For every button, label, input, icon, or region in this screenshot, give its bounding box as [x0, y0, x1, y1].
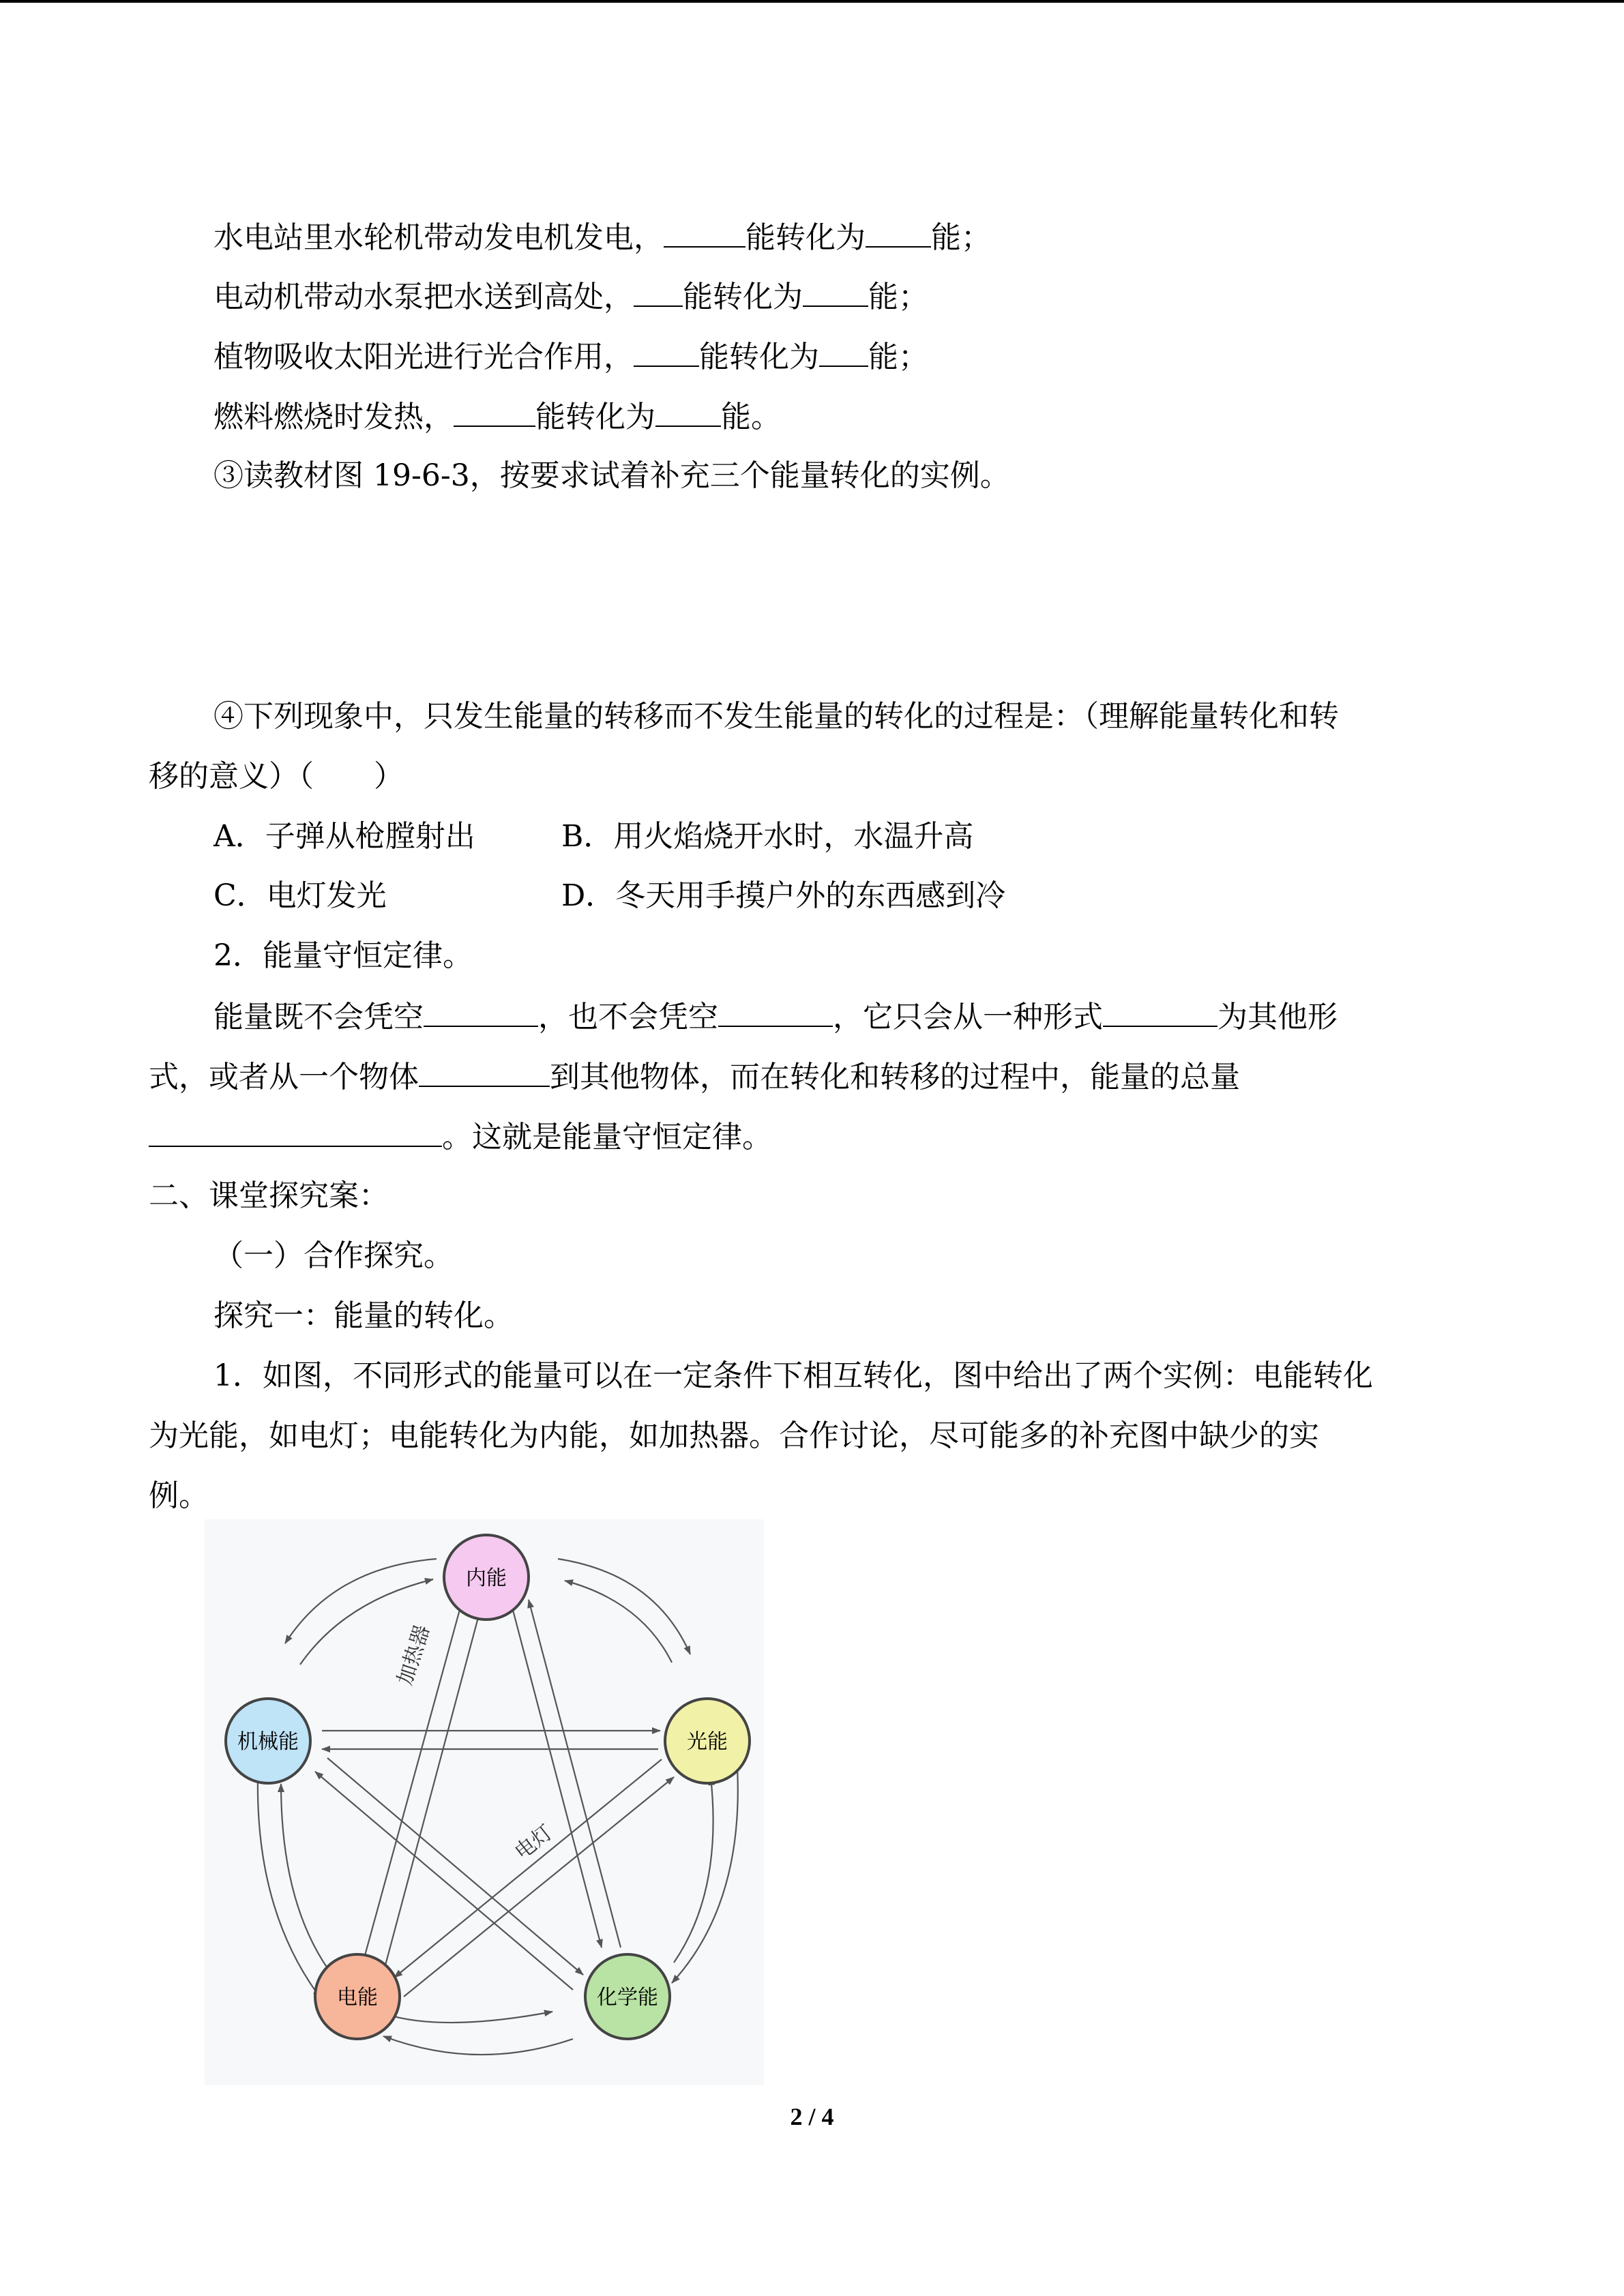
section2-sub: （一）合作探究。 [213, 1238, 454, 1273]
answer-blank[interactable] [866, 216, 931, 248]
question-1-line1: 1．如图，不同形式的能量可以在一定条件下相互转化，图中给出了两个实例：电能转化 [213, 1358, 1373, 1393]
answer-blank[interactable] [664, 216, 745, 248]
svg-text:化学能: 化学能 [597, 1986, 658, 2010]
option-d[interactable]: D．冬天用手摸户外的东西感到冷 [561, 878, 1006, 913]
fill-line-text: 能。 [721, 400, 781, 434]
answer-blank[interactable] [149, 1116, 442, 1147]
edge-label-lamp: 电灯 [510, 1820, 558, 1865]
answer-blank[interactable] [634, 275, 683, 307]
fill-line-text: 电动机带动水泵把水送到高处， [213, 280, 634, 314]
law-text: 为其他形 [1217, 1000, 1338, 1034]
fill-line-text: 能； [868, 280, 928, 314]
item-4-line1: ④下列现象中，只发生能量的转移而不发生能量的转化的过程是：（理解能量转化和转 [213, 699, 1339, 734]
svg-text:机械能: 机械能 [237, 1730, 299, 1754]
option-b[interactable]: B．用火焰烧开水时，水温升高 [561, 819, 974, 854]
law-text: ，也不会凭空 [538, 1000, 718, 1034]
node-mechanical-energy [226, 1699, 310, 1783]
fill-line-fuel [213, 396, 781, 438]
option-c[interactable]: C．电灯发光 [213, 878, 387, 913]
answer-blank[interactable] [718, 996, 833, 1027]
fill-line-text: 能转化为 [683, 280, 803, 314]
node-light-energy [665, 1699, 750, 1783]
node-chemical-energy [585, 1954, 670, 2039]
fill-line-text: 能转化为 [699, 340, 819, 374]
fill-line-pump [213, 275, 928, 318]
law-line3 [149, 1116, 772, 1158]
answer-blank[interactable] [454, 396, 535, 427]
item-4-line2: 移的意义）（ ） [149, 759, 404, 794]
option-a[interactable]: A．子弹从枪膛射出 [213, 819, 475, 854]
law-text: ，它只会从一种形式 [833, 1000, 1103, 1034]
answer-blank[interactable] [803, 275, 868, 307]
fill-line-hydro [213, 216, 991, 258]
fill-line-text: 能转化为 [745, 220, 866, 255]
edge-label-heater: 加热器 [393, 1622, 435, 1688]
answer-blank[interactable] [1103, 996, 1217, 1027]
answer-blank[interactable] [419, 1056, 550, 1087]
section2-heading: 二、课堂探究案： [149, 1178, 389, 1213]
fill-line-text: 燃料燃烧时发热， [213, 400, 454, 434]
fill-line-text: 植物吸收太阳光进行光合作用， [213, 340, 634, 374]
law-text: 能量既不会凭空 [213, 1000, 424, 1034]
fill-line-text: 能转化为 [535, 400, 655, 434]
fill-line-text: 水电站里水轮机带动发电机发电， [213, 220, 664, 255]
energy-conversion-diagram [205, 1519, 764, 2085]
svg-text:内能: 内能 [466, 1566, 507, 1590]
law-text: 到其他物体，而在转化和转移的过程中，能量的总量 [550, 1060, 1240, 1094]
node-electric-energy [315, 1954, 400, 2039]
fill-line-text: 能； [931, 220, 991, 255]
question-1-line3: 例。 [149, 1478, 209, 1513]
node-internal-energy [444, 1535, 529, 1620]
law-heading: 2．能量守恒定律。 [213, 938, 473, 973]
fill-line-text: 能； [868, 340, 928, 374]
answer-blank[interactable] [819, 336, 868, 367]
answer-blank[interactable] [655, 396, 721, 427]
svg-text:光能: 光能 [687, 1730, 728, 1754]
explore-1-heading: 探究一：能量的转化。 [213, 1298, 514, 1333]
fill-line-plant [213, 336, 928, 378]
answer-blank[interactable] [424, 996, 538, 1027]
question-1-line2: 为光能，如电灯；电能转化为内能，如加热器。合作讨论，尽可能多的补充图中缺少的实 [149, 1418, 1319, 1453]
svg-text:电能: 电能 [337, 1986, 378, 2010]
law-line2 [149, 1056, 1240, 1098]
law-text: 式，或者从一个物体 [149, 1060, 419, 1094]
item-3: ③读教材图 19-6-3，按要求试着补充三个能量转化的实例。 [213, 458, 1010, 493]
answer-blank[interactable] [634, 336, 699, 367]
law-text: 。这就是能量守恒定律。 [442, 1120, 772, 1154]
page-top-border [0, 0, 1624, 3]
page-number: 2 / 4 [790, 2103, 834, 2130]
law-line1 [213, 996, 1338, 1038]
